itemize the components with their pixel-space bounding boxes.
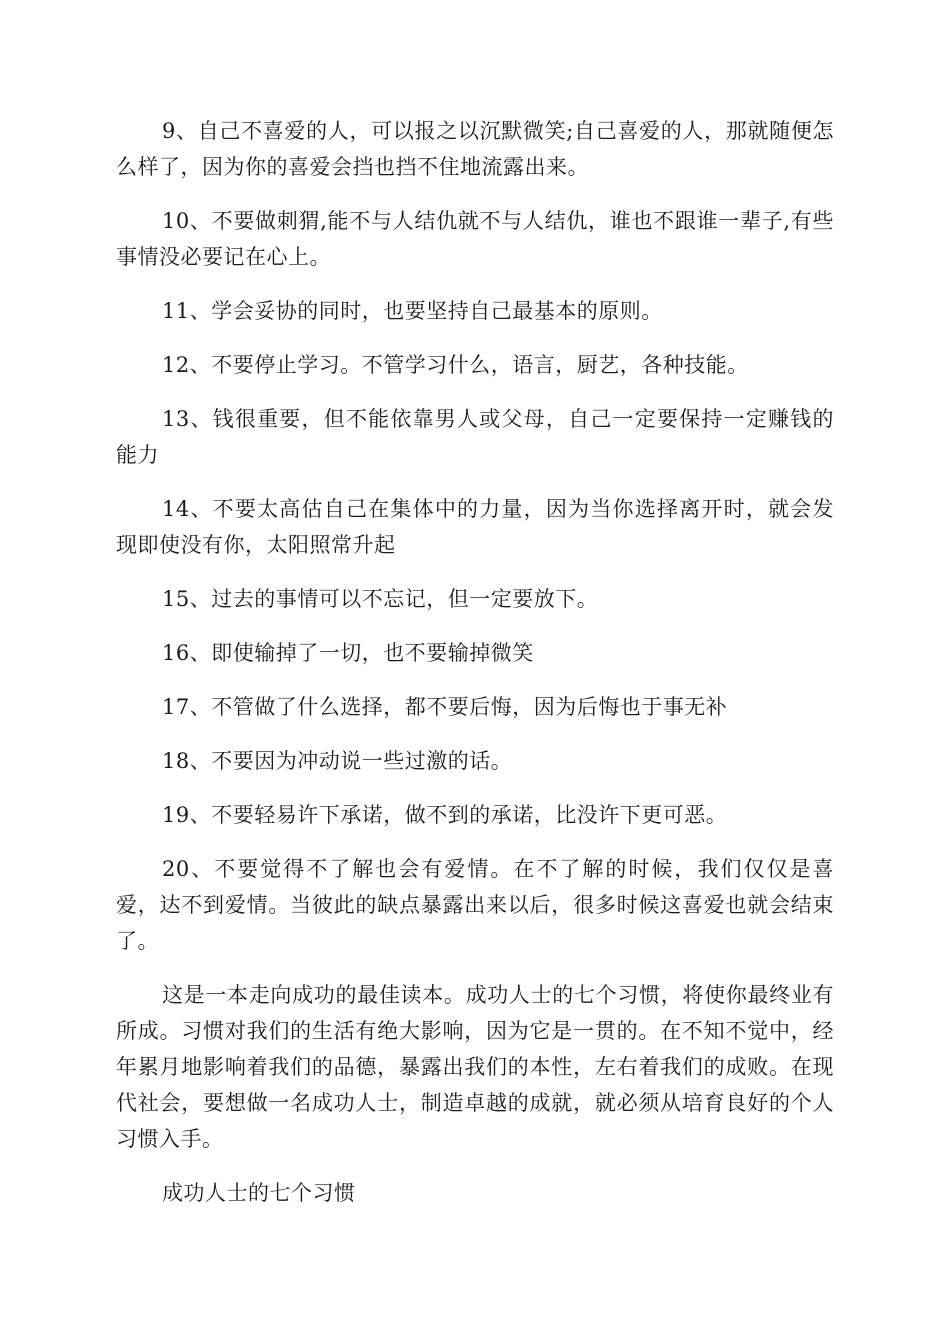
paragraph-item-18: 18、不要因为冲动说一些过激的话。 xyxy=(162,749,513,773)
paragraph-item-14: 14、不要太高估自己在集体中的力量，因为当你选择离开时，就会发现即使没有你，太阳照常升起 xyxy=(116,497,834,557)
paragraph-item-10: 10、不要做刺猬,能不与人结仇就不与人结仇，谁也不跟谁一辈子,有些事情没必要记在心上。 xyxy=(116,209,834,269)
section-heading: 成功人士的七个习惯 xyxy=(162,1181,356,1205)
paragraph-item-9: 9、自己不喜爱的人，可以报之以沉默微笑;自己喜爱的人，那就随便怎么样了，因为你的喜爱会挡也挡不住地流露出来。 xyxy=(116,119,834,179)
document-body xyxy=(116,113,834,1229)
paragraph-item-15: 15、过去的事情可以不忘记，但一定要放下。 xyxy=(162,587,599,611)
paragraph-item-20: 20、不要觉得不了解也会有爱情。在不了解的时候，我们仅仅是喜爱，达不到爱情。当彼此的缺点暴露出来以后，很多时候这喜爱也就会结束了。 xyxy=(116,857,834,953)
paragraph-item-13: 13、钱很重要，但不能依靠男人或父母，自己一定要保持一定赚钱的能力 xyxy=(116,407,834,467)
paragraph-item-19: 19、不要轻易许下承诺，做不到的承诺，比没许下更可恶。 xyxy=(162,803,728,827)
paragraph-item-12: 12、不要停止学习。不管学习什么，语言，厨艺，各种技能。 xyxy=(162,353,749,377)
paragraph-item-17: 17、不管做了什么选择，都不要后悔，因为后悔也于事无补 xyxy=(162,695,728,719)
paragraph-item-11: 11、学会妥协的同时，也要坚持自己最基本的原则。 xyxy=(162,299,663,323)
paragraph-item-16: 16、即使输掉了一切，也不要输掉微笑 xyxy=(162,641,534,665)
intro-paragraph: 这是一本走向成功的最佳读本。成功人士的七个习惯，将使你最终业有所成。习惯对我们的生活有绝大影响，因为它是一贯的。在不知不觉中，经年累月地影响着我们的品德，暴露出我们的本性，左右着我们的成败。在现代社会，要想做一名成功人士，制造卓越的成就，就必须从培育良好的个人习惯入手。 xyxy=(116,983,834,1151)
